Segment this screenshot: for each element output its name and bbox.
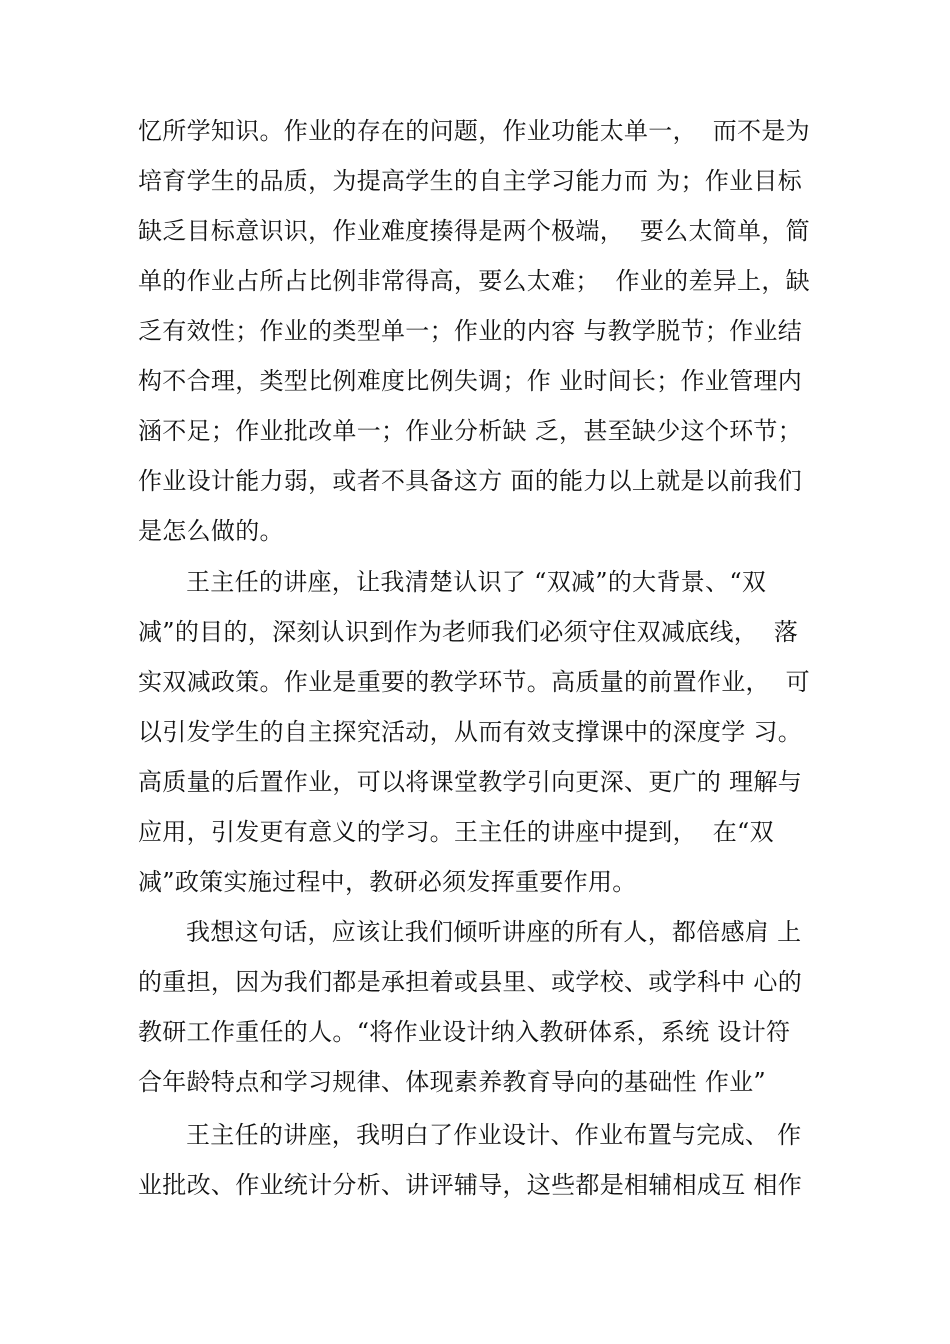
text-line: 减”的目的，深刻认识到作为老师我们必须守住双减底线， 落 xyxy=(138,618,799,646)
text-line: 业批改、作业统计分析、讲评辅导，这些都是相辅相成互 相作 xyxy=(138,1171,803,1199)
text-line: 构不合理，类型比例难度比例失调；作 业时间长；作业管理内 xyxy=(138,367,803,395)
text-line: 涵不足；作业批改单一；作业分析缺 乏，甚至缺少这个环节； xyxy=(138,417,803,445)
text-line: 高质量的后置作业，可以将课堂教学引向更深、更广的 理解与 xyxy=(138,768,803,796)
text-line: 我想这句话，应该让我们倾听讲座的所有人，都倍感肩 上 xyxy=(186,918,802,946)
text-line: 作业设计能力弱，或者不具备这方 面的能力以上就是以前我们 xyxy=(138,467,803,495)
text-line: 的重担，因为我们都是承担着或县里、或学校、或学科中 心的 xyxy=(138,968,803,996)
text-line: 教研工作重任的人。“将作业设计纳入教研体系，系统 设计符 xyxy=(138,1018,791,1046)
text-line: 实双减政策。作业是重要的教学环节。高质量的前置作业， 可 xyxy=(138,668,810,696)
text-line: 以引发学生的自主探究活动，从而有效支撑课中的深度学 习。 xyxy=(138,718,803,746)
text-line: 减”政策实施过程中，教研必须发挥重要作用。 xyxy=(138,868,637,896)
text-line: 王主任的讲座，我明白了作业设计、作业布置与完成、 作 xyxy=(186,1121,802,1149)
text-line: 忆所学知识。作业的存在的问题，作业功能太单一， 而不是为 xyxy=(138,117,810,145)
text-line: 应用，引发更有意义的学习。王主任的讲座中提到， 在“双 xyxy=(138,818,774,846)
text-line: 合年龄特点和学习规律、体现素养教育导向的基础性 作业” xyxy=(138,1068,766,1096)
text-line: 是怎么做的。 xyxy=(138,517,284,545)
text-line: 乏有效性；作业的类型单一；作业的内容 与教学脱节；作业结 xyxy=(138,317,803,345)
text-line: 单的作业占所占比例非常得高，要么太难； 作业的差异上，缺 xyxy=(138,267,810,295)
text-line: 培育学生的品质，为提高学生的自主学习能力而 为；作业目标 xyxy=(138,167,803,195)
text-line: 王主任的讲座，让我清楚认识了 “双减”的大背景、“双 xyxy=(186,568,767,596)
text-line: 缺乏目标意识识，作业难度揍得是两个极端， 要么太简单，简 xyxy=(138,217,810,245)
